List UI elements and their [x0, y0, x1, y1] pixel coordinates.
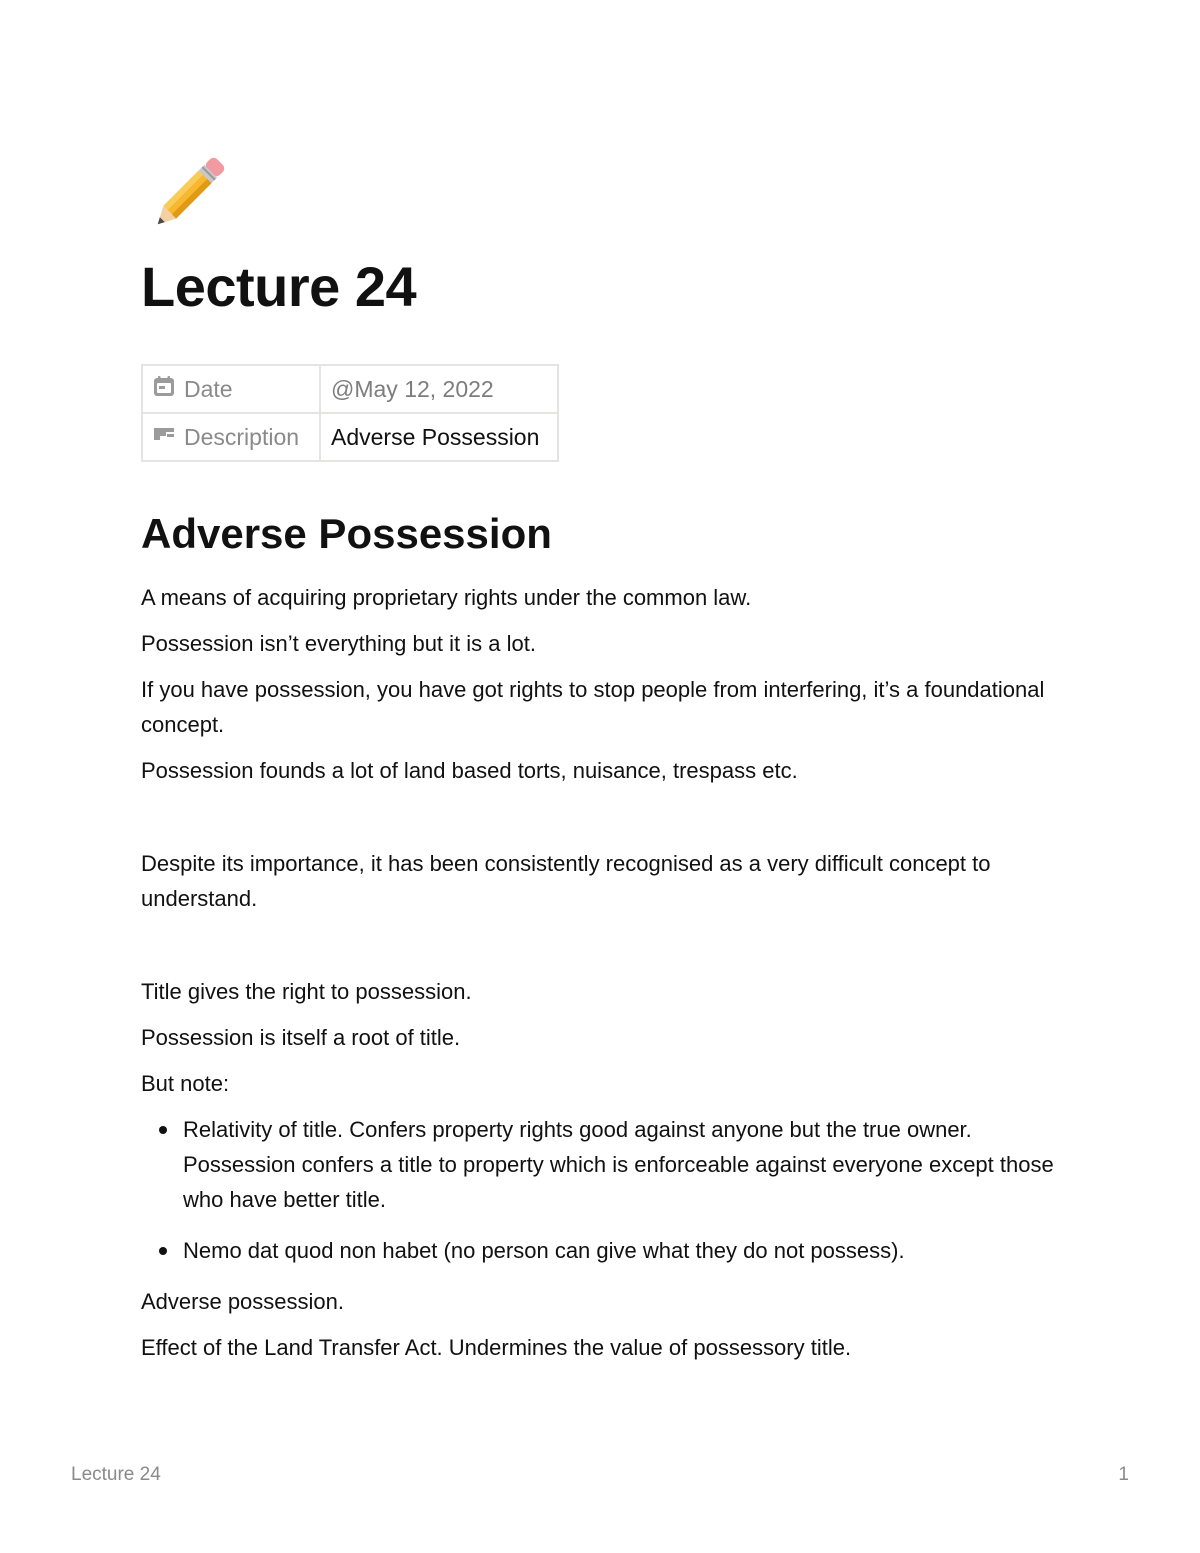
paragraph: Adverse possession. [141, 1289, 344, 1314]
footer-title: Lecture 24 [71, 1464, 161, 1485]
paragraph: Possession isn’t everything but it is a lot. [141, 631, 536, 656]
calendar-icon [153, 375, 175, 403]
section-heading: Adverse Possession [141, 510, 552, 557]
property-value-description[interactable]: Adverse Possession [331, 423, 540, 450]
paragraph: If you have possession, you have got rights to stop people from interfering, it’s a foundational concept. [141, 677, 1045, 737]
paragraph: A means of acquiring proprietary rights under the common law. [141, 585, 752, 610]
list-item: Nemo dat quod non habet (no person can give what they do not possess). [183, 1233, 1061, 1268]
property-label-date: Date [184, 375, 233, 402]
empty-block [141, 927, 1061, 974]
paragraph: Possession is itself a root of title. [141, 1025, 461, 1050]
pencil-icon [140, 150, 232, 242]
empty-block [141, 799, 1061, 846]
property-row-date [142, 365, 558, 413]
property-row-description [142, 413, 558, 461]
bullet-list [141, 1112, 1061, 1268]
list-item: Relativity of title. Confers property rights good against anyone but the true owner. Possession confers a title to property which is enforceable against everyone except those who have better title. [183, 1112, 1061, 1217]
paragraph: Effect of the Land Transfer Act. Undermines the value of possessory title. [141, 1335, 852, 1360]
page-number: 1 [1118, 1464, 1129, 1485]
paragraph: Possession founds a lot of land based torts, nuisance, trespass etc. [141, 758, 798, 783]
properties-table [141, 364, 559, 462]
paragraph: Title gives the right to possession. [141, 979, 472, 1004]
paragraph: But note: [141, 1071, 230, 1096]
property-value-date[interactable]: @May 12, 2022 [331, 375, 494, 402]
page-title: Lecture 24 [141, 255, 417, 318]
page-content [141, 506, 1061, 1376]
paragraph: Despite its importance, it has been consistently recognised as a very difficult concept to understand. [141, 851, 991, 911]
property-label-description: Description [184, 423, 300, 450]
text-lines-icon [153, 423, 175, 451]
